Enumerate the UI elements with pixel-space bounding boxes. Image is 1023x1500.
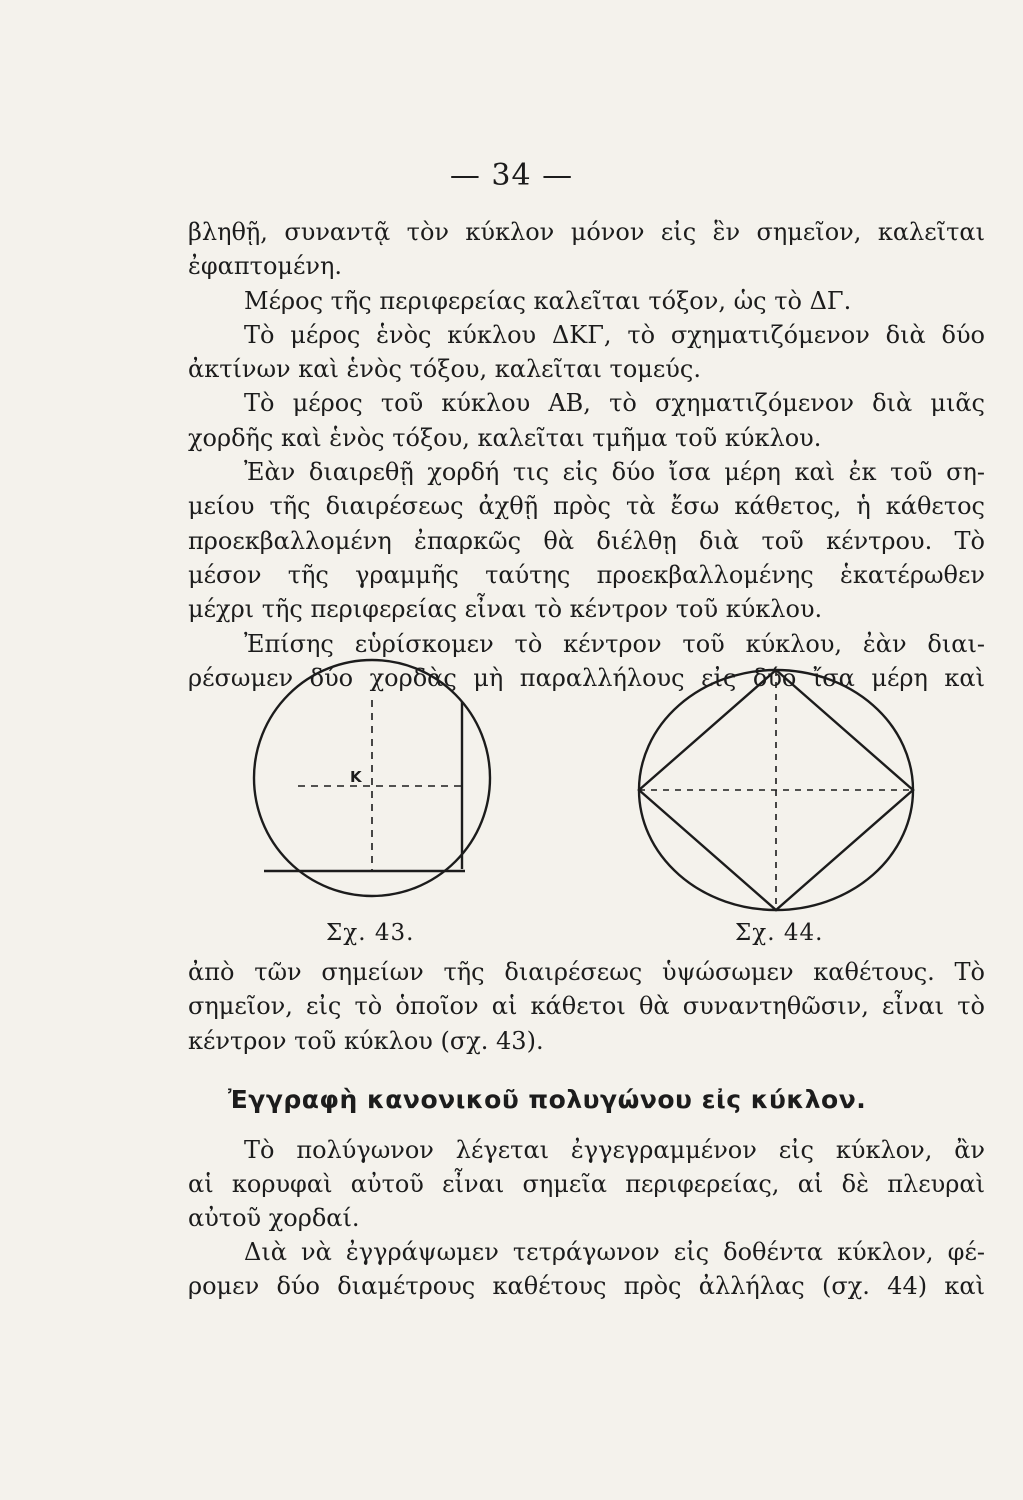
- fig44-inscribed-square: [639, 670, 913, 910]
- text-block-top: [188, 215, 985, 695]
- text-line: χορδῆς καὶ ἑνὸς τόξου, καλεῖται τμῆμα τοῦ κύκλου.: [188, 423, 822, 452]
- text-line: ρομεν δύο διαμέτρους καθέτους πρὸς ἀλλήλας (σχ. 44) καὶ: [188, 1272, 985, 1300]
- text-line: μέσον τῆς γραμμῆς ταύτης προεκβαλλομένης ἑκατέρωθεν: [188, 560, 985, 589]
- text-line: μείου τῆς διαιρέσεως ἀχθῇ πρὸς τὰ ἔσω κάθετος, ἡ κάθετος: [188, 492, 985, 521]
- text-line: Τὸ μέρος ἑνὸς κύκλου ΔΚΓ, τὸ σχηματιζόμενον διὰ δύο: [244, 320, 985, 349]
- text-line: Ἐὰν διαιρεθῇ χορδή τις εἰς δύο ἴσα μέρη καὶ ἐκ τοῦ ση-: [244, 458, 985, 487]
- figure-44: [639, 670, 913, 910]
- text-line: Μέρος τῆς περιφερείας καλεῖται τόξον, ὡς τὸ ΔΓ.: [244, 286, 852, 315]
- text-line: ρέσωμεν δύο χορδὰς μὴ παραλλήλους εἰς δύο ἴσα μέρη καὶ: [188, 663, 985, 692]
- fig43-circle: [254, 660, 490, 896]
- text-line: μέχρι τῆς περιφερείας εἶναι τὸ κέντρον τοῦ κύκλου.: [188, 595, 823, 624]
- figure-43-caption: Σχ. 43.: [326, 920, 415, 946]
- text-line: Διὰ νὰ ἐγγράψωμεν τετράγωνον εἰς δοθέντα κύκλον, φέ-: [244, 1238, 985, 1266]
- text-line: Ἐπίσης εὑρίσκομεν τὸ κέντρον τοῦ κύκλου, ἐὰν διαι-: [244, 629, 985, 658]
- text-line: ἐφαπτομένη.: [188, 252, 343, 281]
- text-line: αἱ κορυφαὶ αὐτοῦ εἶναι σημεῖα περιφερείας, αἱ δὲ πλευραὶ: [188, 1170, 985, 1198]
- text-line: ἀπὸ τῶν σημείων τῆς διαιρέσεως ὑψώσωμεν καθέτους. Τὸ: [188, 958, 985, 986]
- text-line: αὐτοῦ χορδαί.: [188, 1204, 360, 1232]
- fig44-circle: [639, 670, 913, 910]
- fig43-center-label: Κ: [350, 768, 362, 786]
- page-number: — 34 —: [449, 158, 574, 193]
- text-line: σημεῖον, εἰς τὸ ὁποῖον αἱ κάθετοι θὰ συναντηθῶσιν, εἶναι τὸ: [188, 992, 985, 1021]
- text-line: Τὸ πολύγωνον λέγεται ἐγγεγραμμένον εἰς κύκλον, ἂν: [244, 1136, 985, 1164]
- text-block-mid: [188, 955, 985, 1058]
- section-heading: Ἐγγραφὴ κανονικοῦ πολυγώνου εἰς κύκλον.: [228, 1085, 867, 1114]
- text-line: Τὸ μέρος τοῦ κύκλου ΑΒ, τὸ σχηματιζόμενον διὰ μιᾶς: [244, 389, 985, 418]
- text-block-bottom: [188, 1133, 985, 1303]
- text-line: κέντρον τοῦ κύκλου (σχ. 43).: [188, 1026, 544, 1055]
- text-line: ἀκτίνων καὶ ἑνὸς τόξου, καλεῖται τομεύς.: [188, 355, 701, 384]
- text-line: προεκβαλλομένη ἐπαρκῶς θὰ διέλθῃ διὰ τοῦ κέντρου. Τὸ: [188, 526, 985, 555]
- text-line: βληθῇ, συναντᾷ τὸν κύκλον μόνον εἰς ἓν σημεῖον, καλεῖται: [188, 218, 985, 246]
- figure-43: [254, 660, 490, 896]
- figure-44-caption: Σχ. 44.: [735, 920, 824, 946]
